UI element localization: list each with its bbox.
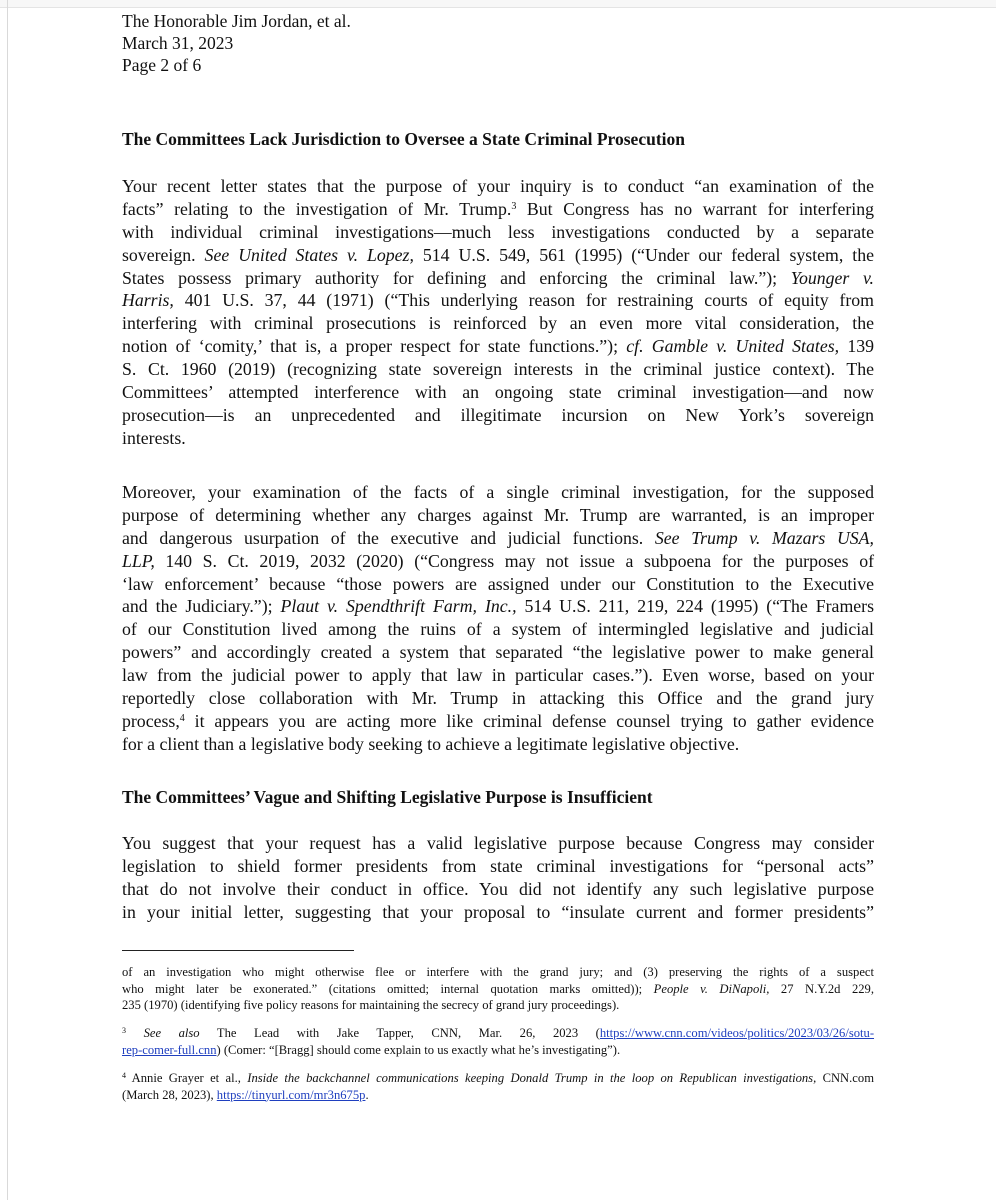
text-line: Committees’ attempted interference with an ongoing state criminal investigation—and now (122, 382, 874, 403)
text-line: process,$^4$ it appears you are acting more like criminal defense counsel trying to gather evidence (122, 710, 874, 731)
text-line: law from the judicial power to apply that law in particular cases.”). Even worse, based on your (122, 665, 874, 686)
text-line: facts” relating to the investigation of Mr. Trump.$^3$ But Congress has no warrant for interfering (122, 198, 874, 219)
footnote-line: of an investigation who might otherwise flee or interfere with the grand jury; and (3) preserving the rights of a suspect (122, 965, 874, 979)
text-line: for a client than a legislative body seeking to achieve a legitimate legislative objective. (122, 733, 740, 754)
paragraph-jurisdiction (122, 175, 874, 450)
text-line: sovereign. See United States v. Lopez, 514 U.S. 549, 561 (1995) (“Under our federal system, the (122, 244, 874, 265)
footnote-line: (March 28, 2023), https://tinyurl.com/mr3n675p. (122, 1087, 369, 1102)
footnote-number: 4 (122, 1071, 126, 1080)
page-left-edge (7, 0, 8, 1200)
footnote-continuation (122, 964, 874, 1014)
footnote-ref-4: 4 (179, 712, 185, 724)
text-line: prosecution—is an unprecedented and illegitimate incursion on New York’s sovereign (122, 404, 874, 425)
cnn-video-link[interactable]: https://www.cnn.com/videos/politics/2023/03/26/sotu- (599, 1026, 875, 1040)
recipient-line: The Honorable Jim Jordan, et al. (122, 11, 351, 31)
paragraph-usurpation (122, 481, 874, 756)
page-number: Page 2 of 6 (122, 55, 202, 75)
text-line: that do not involve their conduct in office. You did not identify any such legislative purpose (122, 878, 874, 899)
page-top-edge (0, 0, 996, 8)
footnote-3 (122, 1025, 874, 1058)
footnote-line: who might later be exonerated.” (citations omitted; internal quotation marks omitted)); People v. DiNapoli, 27 N.Y.2d 229, (122, 981, 874, 996)
date-line: March 31, 2023 (122, 33, 234, 53)
footnote-number: 3 (122, 1026, 126, 1035)
footnote-line: $^3$ See also The Lead with Jake Tapper, CNN, Mar. 26, 2023 (https://www.cnn.com/videos/politics/2023/03/26/sotu- (122, 1026, 875, 1040)
text-line: of our Constitution lived among the ruins of a system of intermingled legislative and judicial (122, 619, 874, 640)
text-line: LLP, 140 S. Ct. 2019, 2032 (2020) (“Congress may not issue a subpoena for the purposes of (122, 550, 874, 571)
footnote-line: 235 (1970) (identifying five policy reasons for maintaining the secrecy of grand jury proceedings). (122, 998, 620, 1013)
text-line: powers” and accordingly created a system that separated “the legislative power to make general (122, 642, 874, 663)
text-line: and dangerous usurpation of the executive and judicial functions. See Trump v. Mazars USA, (122, 527, 874, 548)
text-line: with individual criminal investigations—much less investigations conducted by a separate (122, 221, 874, 242)
footnote-line: rep-comer-full.cnn) (Comer: “[Bragg] should come explain to us exactly what he’s investigating”). (122, 1042, 621, 1057)
text-line: and the Judiciary.”); Plaut v. Spendthrift Farm, Inc., 514 U.S. 211, 219, 224 (1995) (“The Framers (122, 596, 875, 617)
footnote-divider (122, 950, 354, 951)
text-line: notion of ‘comity,’ that is, a proper respect for state functions.”); cf. Gamble v. United States, 139 (122, 336, 874, 357)
text-line: Moreover, your examination of the facts of a single criminal investigation, for the supposed (122, 482, 874, 502)
text-line: ‘law enforcement’ because “those powers are assigned under our Constitution to the Executive (122, 573, 874, 594)
text-line: You suggest that your request has a valid legislative purpose because Congress may consider (122, 833, 874, 853)
section-heading-legislative-purpose: The Committees’ Vague and Shifting Legislative Purpose is Insufficient (122, 787, 653, 807)
footnote-4 (122, 1070, 874, 1103)
section-heading-jurisdiction: The Committees Lack Jurisdiction to Oversee a State Criminal Prosecution (122, 129, 685, 149)
footnote-line: $^4$ Annie Grayer et al., Inside the backchannel communications keeping Donald Trump in the loop on Republican investigations, CNN.com (122, 1071, 874, 1085)
text-line: reportedly close collaboration with Mr. Trump in attacking this Office and the grand jury (122, 688, 874, 709)
text-line: interests. (122, 427, 186, 448)
text-line: purpose of determining whether any charges against Mr. Trump are warranted, is an improper (122, 504, 874, 525)
text-line: Harris, 401 U.S. 37, 44 (1971) (“This underlying reason for restraining courts of equity from (122, 290, 874, 311)
footnote-ref-3: 3 (511, 200, 517, 212)
text-line: interfering with criminal prosecutions is reinforced by an even more vital consideration, the (122, 313, 874, 334)
text-line: in your initial letter, suggesting that your proposal to “insulate current and former presidents” (122, 901, 874, 922)
text-line: Your recent letter states that the purpose of your inquiry is to conduct “an examination of the (122, 176, 874, 196)
cnn-video-link-continued[interactable]: rep-comer-full.cnn (122, 1042, 217, 1057)
tinyurl-link[interactable]: https://tinyurl.com/mr3n675p (216, 1087, 366, 1102)
letter-header (122, 10, 351, 76)
text-line: legislation to shield former presidents from state criminal investigations for “personal acts” (122, 855, 874, 876)
text-line: States possess primary authority for defining and enforcing the criminal law.”); Younger v. (122, 267, 874, 288)
paragraph-legislative-purpose (122, 832, 874, 924)
text-line: S. Ct. 1960 (2019) (recognizing state sovereign interests in the criminal justice context). The (122, 359, 874, 380)
